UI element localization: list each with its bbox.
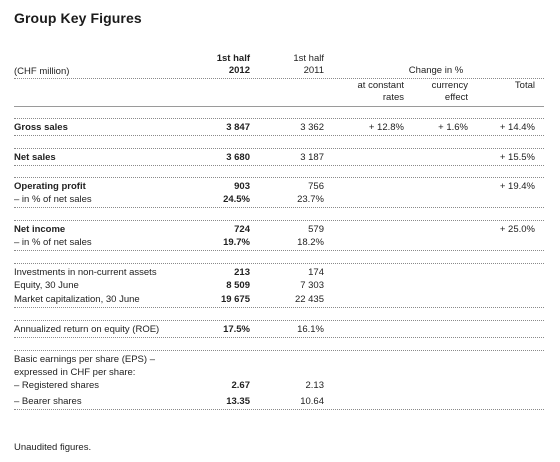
const-rates-header-line1: at constant — [357, 80, 404, 91]
net-sales-2012: 3 680 — [226, 152, 250, 163]
unit-label: (CHF million) — [14, 66, 70, 77]
footnote: Unaudited figures. — [14, 442, 92, 453]
market-cap-2012: 19 675 — [220, 294, 250, 305]
col-2011-header-line2: 2011 — [303, 65, 324, 76]
gross-sales-2011: 3 362 — [300, 122, 324, 133]
divider — [14, 165, 544, 166]
divider — [14, 177, 544, 178]
divider — [14, 307, 544, 308]
divider — [14, 337, 544, 338]
row-label-ni-margin: – in % of net sales — [14, 237, 92, 248]
row-label-gross-sales: Gross sales — [14, 122, 68, 133]
row-label-op-margin: – in % of net sales — [14, 194, 92, 205]
net-sales-total: + 15.5% — [499, 152, 535, 163]
net-income-2012: 724 — [234, 224, 250, 235]
bearer-shares-2011: 10.64 — [300, 396, 324, 407]
market-cap-2011: 22 435 — [294, 294, 324, 305]
row-label-market-cap: Market capitalization, 30 June — [14, 294, 140, 305]
gross-sales-total: + 14.4% — [499, 122, 535, 133]
row-label-equity: Equity, 30 June — [14, 280, 79, 291]
ni-margin-2011: 18.2% — [297, 237, 324, 248]
divider — [14, 135, 544, 136]
equity-2011: 7 303 — [300, 280, 324, 291]
operating-profit-2012: 903 — [234, 181, 250, 192]
total-header: Total — [514, 80, 535, 91]
equity-2012: 8 509 — [226, 280, 250, 291]
op-margin-2011: 23.7% — [297, 194, 324, 205]
currency-effect-header-line2: effect — [444, 92, 468, 103]
row-label-investments: Investments in non-current assets — [14, 267, 157, 278]
col-2011-header-line1: 1st half — [293, 53, 324, 64]
operating-profit-total: + 19.4% — [499, 181, 535, 192]
col-2012-header-line1: 1st half — [216, 53, 250, 64]
investments-2012: 213 — [234, 267, 250, 278]
bearer-shares-2012: 13.35 — [226, 396, 250, 407]
const-rates-header-line2: rates — [382, 92, 404, 103]
divider — [14, 106, 544, 107]
divider — [14, 409, 544, 410]
eps-heading-line1: Basic earnings per share (EPS) – — [14, 354, 155, 365]
row-label-net-sales: Net sales — [14, 152, 56, 163]
eps-heading-line2: expressed in CHF per share: — [14, 367, 136, 378]
roe-2011: 16.1% — [297, 324, 324, 335]
row-label-roe: Annualized return on equity (ROE) — [14, 324, 160, 335]
op-margin-2012: 24.5% — [223, 194, 250, 205]
col-2012-header-line2: 2012 — [228, 65, 250, 76]
registered-shares-2012: 2.67 — [231, 380, 250, 391]
operating-profit-2011: 756 — [308, 181, 324, 192]
row-label-registered-shares: – Registered shares — [14, 380, 100, 391]
divider — [14, 350, 544, 351]
divider — [14, 78, 544, 79]
ni-margin-2012: 19.7% — [223, 237, 250, 248]
divider — [14, 220, 544, 221]
currency-effect-header-line1: currency — [431, 80, 468, 91]
page-title: Group Key Figures — [14, 10, 142, 26]
gross-sales-const-rates: + 12.8% — [368, 122, 404, 133]
row-label-operating-profit: Operating profit — [14, 181, 86, 192]
net-income-2011: 579 — [308, 224, 324, 235]
row-label-bearer-shares: – Bearer shares — [14, 396, 82, 407]
row-label-net-income: Net income — [14, 224, 66, 235]
divider — [14, 263, 544, 264]
change-header: Change in % — [408, 65, 464, 76]
gross-sales-currency-effect: + 1.6% — [438, 122, 468, 133]
registered-shares-2011: 2.13 — [305, 380, 324, 391]
divider — [14, 118, 544, 119]
divider — [14, 250, 544, 251]
divider — [14, 207, 544, 208]
gross-sales-2012: 3 847 — [226, 122, 250, 133]
divider — [14, 148, 544, 149]
net-sales-2011: 3 187 — [300, 152, 324, 163]
investments-2011: 174 — [308, 267, 324, 278]
divider — [14, 320, 544, 321]
net-income-total: + 25.0% — [499, 224, 535, 235]
roe-2012: 17.5% — [223, 324, 250, 335]
